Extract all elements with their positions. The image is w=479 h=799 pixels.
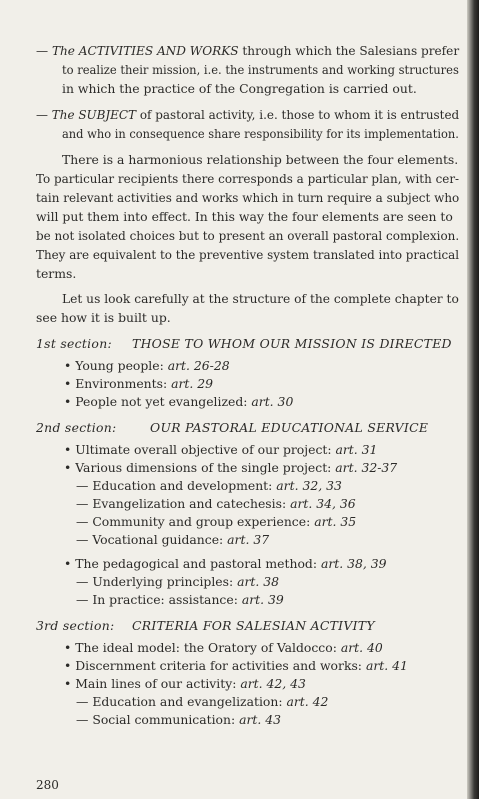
intro-item-subject-line2: and who in consequence share responsibility for its implementation. xyxy=(62,126,459,141)
outline-line: • The pedagogical and pastoral method: art. 38, 39 xyxy=(64,556,387,571)
article-ref: art. 26-28 xyxy=(167,358,230,373)
item-text: through which the Salesians prefer xyxy=(238,43,460,58)
section-title-2: OUR PASTORAL EDUCATIONAL SERVICE xyxy=(150,420,429,435)
intro-item-subject xyxy=(36,106,459,124)
intro-item-activities-line2: to realize their mission, i.e. the instruments and working structures xyxy=(62,62,459,77)
article-ref: art. 38, 39 xyxy=(320,556,387,571)
item-text: of pastoral activity, i.e. those to whom it is entrusted xyxy=(136,107,460,122)
paragraph-line: will put them into effect. In this way the four elements are seen to xyxy=(36,209,453,224)
article-ref: art. 34, 36 xyxy=(290,496,356,511)
article-ref: art. 42 xyxy=(286,694,329,709)
article-ref: art. 32-37 xyxy=(335,460,398,475)
emphasis-activities-works: The ACTIVITIES AND WORKS xyxy=(51,43,239,58)
paragraph-line: be not isolated choices but to present an overall pastoral complexion. xyxy=(36,228,460,243)
paragraph-line: see how it is built up. xyxy=(36,310,171,325)
article-ref: art. 29 xyxy=(171,376,214,391)
article-ref: art. 39 xyxy=(241,592,284,607)
outline-line: • Various dimensions of the single project: art. 32-37 xyxy=(64,460,398,475)
paragraph-line: They are equivalent to the preventive system translated into practical xyxy=(36,247,460,262)
outline-line: • Young people: art. 26-28 xyxy=(64,358,230,373)
article-ref: art. 35 xyxy=(314,514,357,529)
intro-item-activities-line3: in which the practice of the Congregation is carried out. xyxy=(62,81,417,96)
section-label-1: 1st section: xyxy=(36,336,112,351)
paragraph-line: Let us look carefully at the structure of the complete chapter to xyxy=(62,291,459,306)
outline-subline: — In practice: assistance: art. 39 xyxy=(76,592,284,607)
article-ref: art. 40 xyxy=(340,640,383,655)
article-ref: art. 32, 33 xyxy=(276,478,342,493)
dash: — xyxy=(36,107,52,122)
section-label-3: 3rd section: xyxy=(36,618,115,633)
paragraph-line: There is a harmonious relationship between the four elements. xyxy=(62,152,459,167)
article-ref: art. 30 xyxy=(251,394,294,409)
outline-subline: — Underlying principles: art. 38 xyxy=(76,574,280,589)
article-ref: art. 43 xyxy=(239,712,282,727)
article-ref: art. 41 xyxy=(365,658,408,673)
outline-line: • Main lines of our activity: art. 42, 43 xyxy=(64,676,306,691)
outline-subline: — Community and group experience: art. 35 xyxy=(76,514,357,529)
intro-item-activities xyxy=(36,42,459,60)
outline-line: • Environments: art. 29 xyxy=(64,376,214,391)
outline-subline: — Education and development: art. 32, 33 xyxy=(76,478,342,493)
outline-line: • Discernment criteria for activities and works: art. 41 xyxy=(64,658,408,673)
article-ref: art. 38 xyxy=(237,574,280,589)
outline-line: • Ultimate overall objective of our project: art. 31 xyxy=(64,442,378,457)
outline-line: • People not yet evangelized: art. 30 xyxy=(64,394,294,409)
paragraph-line: To particular recipients there corresponds a particular plan, with cer- xyxy=(36,171,460,186)
outline-subline: — Education and evangelization: art. 42 xyxy=(76,694,329,709)
article-ref: art. 42, 43 xyxy=(240,676,306,691)
section-title-3: CRITERIA FOR SALESIAN ACTIVITY xyxy=(132,618,375,633)
dash: — xyxy=(36,43,52,58)
paragraph-line: terms. xyxy=(36,266,77,281)
outline-subline: — Evangelization and catechesis: art. 34, 36 xyxy=(76,496,356,511)
paragraph-line: tain relevant activities and works which in turn require a subject who xyxy=(36,190,460,205)
article-ref: art. 31 xyxy=(335,442,378,457)
section-label-2: 2nd section: xyxy=(36,420,117,435)
page-number: 280 xyxy=(36,778,59,792)
article-ref: art. 37 xyxy=(227,532,270,547)
outline-subline: — Social communication: art. 43 xyxy=(76,712,282,727)
outline-subline: — Vocational guidance: art. 37 xyxy=(76,532,270,547)
book-spine-shadow xyxy=(467,0,479,799)
emphasis-subject: The SUBJECT xyxy=(51,107,137,122)
section-title-1: THOSE TO WHOM OUR MISSION IS DIRECTED xyxy=(132,336,452,351)
outline-line: • The ideal model: the Oratory of Valdocco: art. 40 xyxy=(64,640,383,655)
